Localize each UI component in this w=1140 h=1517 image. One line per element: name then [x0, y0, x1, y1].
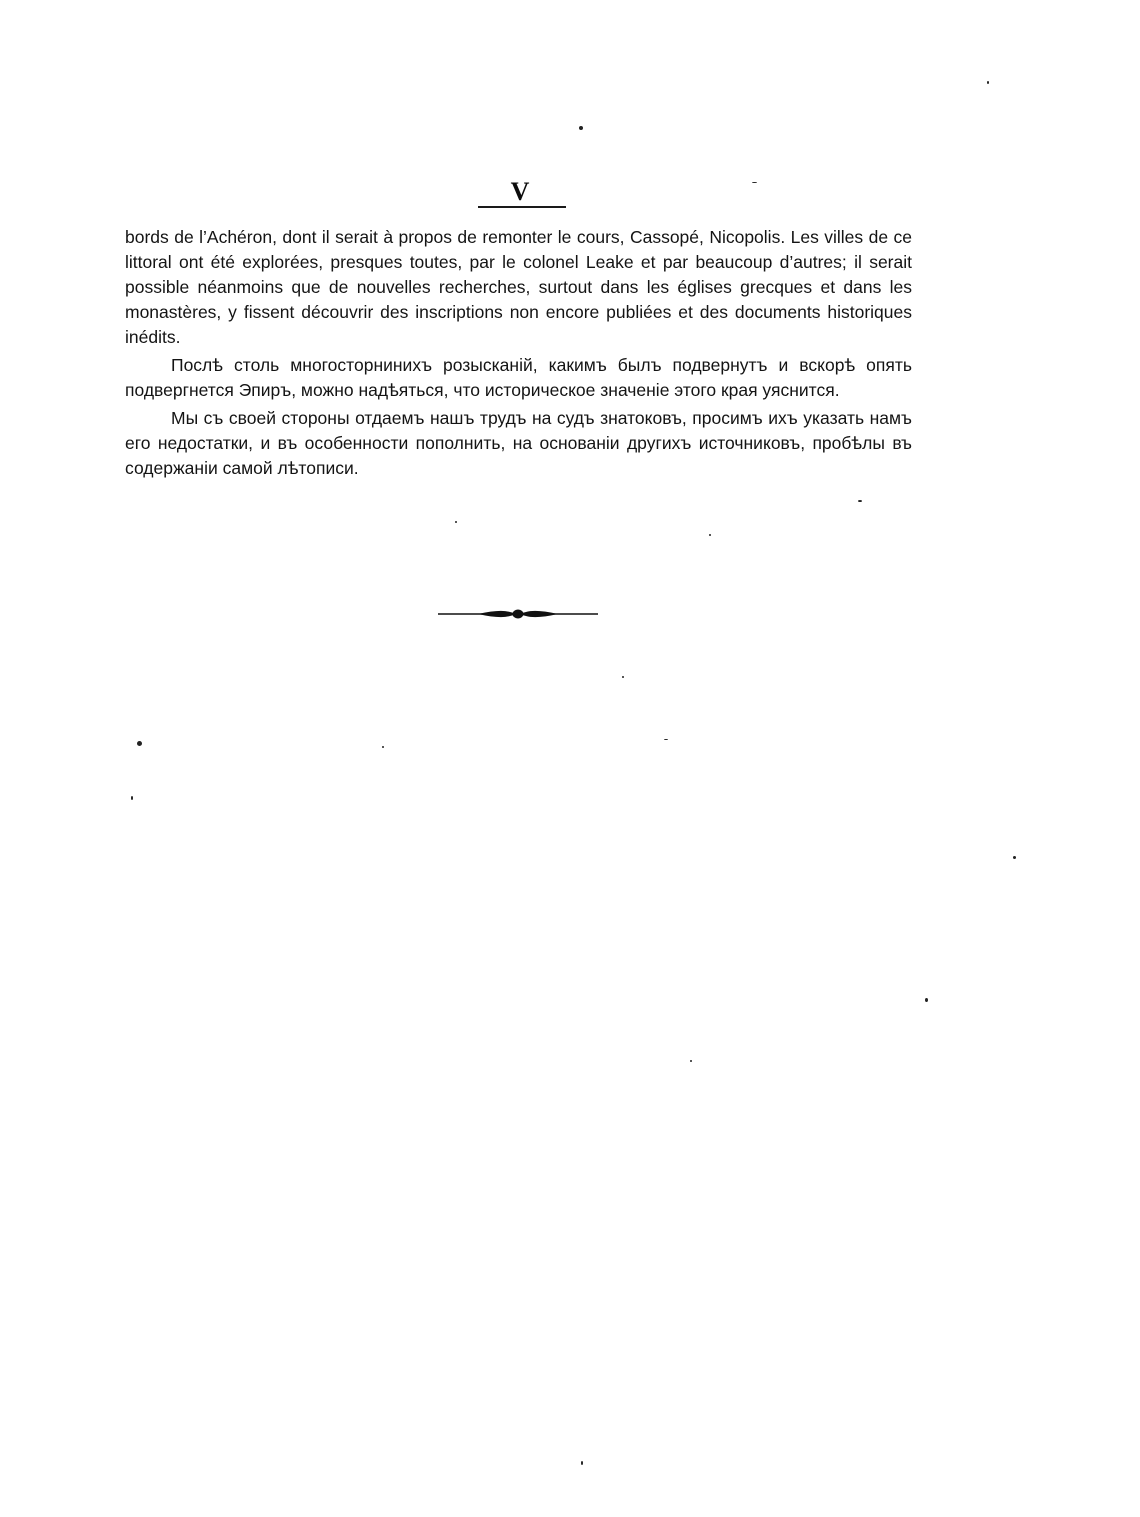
page-number-underline: [478, 206, 566, 208]
speck-mark: [664, 739, 668, 740]
speck-mark: [622, 676, 624, 678]
speck-mark: [581, 1461, 583, 1465]
body-text: [125, 225, 912, 481]
speck-mark: [925, 998, 928, 1002]
speck-mark: [455, 521, 457, 523]
speck-mark: [690, 1060, 692, 1062]
paragraph-russian-2: Мы съ своей стороны отдаемъ нашъ трудъ на судъ знатоковъ, просимъ ихъ указать намъ его недостатки, и въ особенности пополнить, на основаніи другихъ источниковъ, пробѣлы въ содержаніи самой лѣтописи.: [125, 408, 912, 478]
speck-mark: [382, 746, 384, 748]
speck-mark: [752, 182, 757, 183]
speck-mark: [137, 741, 142, 746]
paragraph-russian-1: Послѣ столь многосторнинихъ розысканій, какимъ былъ подвернутъ и вскорѣ опять подвергнется Эпиръ, можно надѣяться, что историческое значеніе этого края уяснится.: [125, 355, 912, 400]
speck-mark: [1013, 856, 1016, 859]
decorative-rule-icon: [438, 604, 598, 624]
speck-mark: [579, 126, 583, 130]
speck-mark: [858, 500, 862, 502]
paragraph-french: bords de l’Achéron, dont il serait à propos de remonter le cours, Cassopé, Nicopolis. Les villes de ce littoral ont été explorées, presques toutes, par le colonel Leake et par beaucoup d’autres; il serait possible néanmoins que de nouvelles recherches, surtout dans les églises grecques et dans les monastères, y fissent découvrir des inscriptions non encore publiées et des documents historiques inédits.: [125, 227, 912, 347]
speck-mark: [709, 534, 711, 536]
speck-mark: [987, 81, 989, 84]
page-number: V: [510, 177, 530, 206]
speck-mark: [131, 796, 133, 800]
